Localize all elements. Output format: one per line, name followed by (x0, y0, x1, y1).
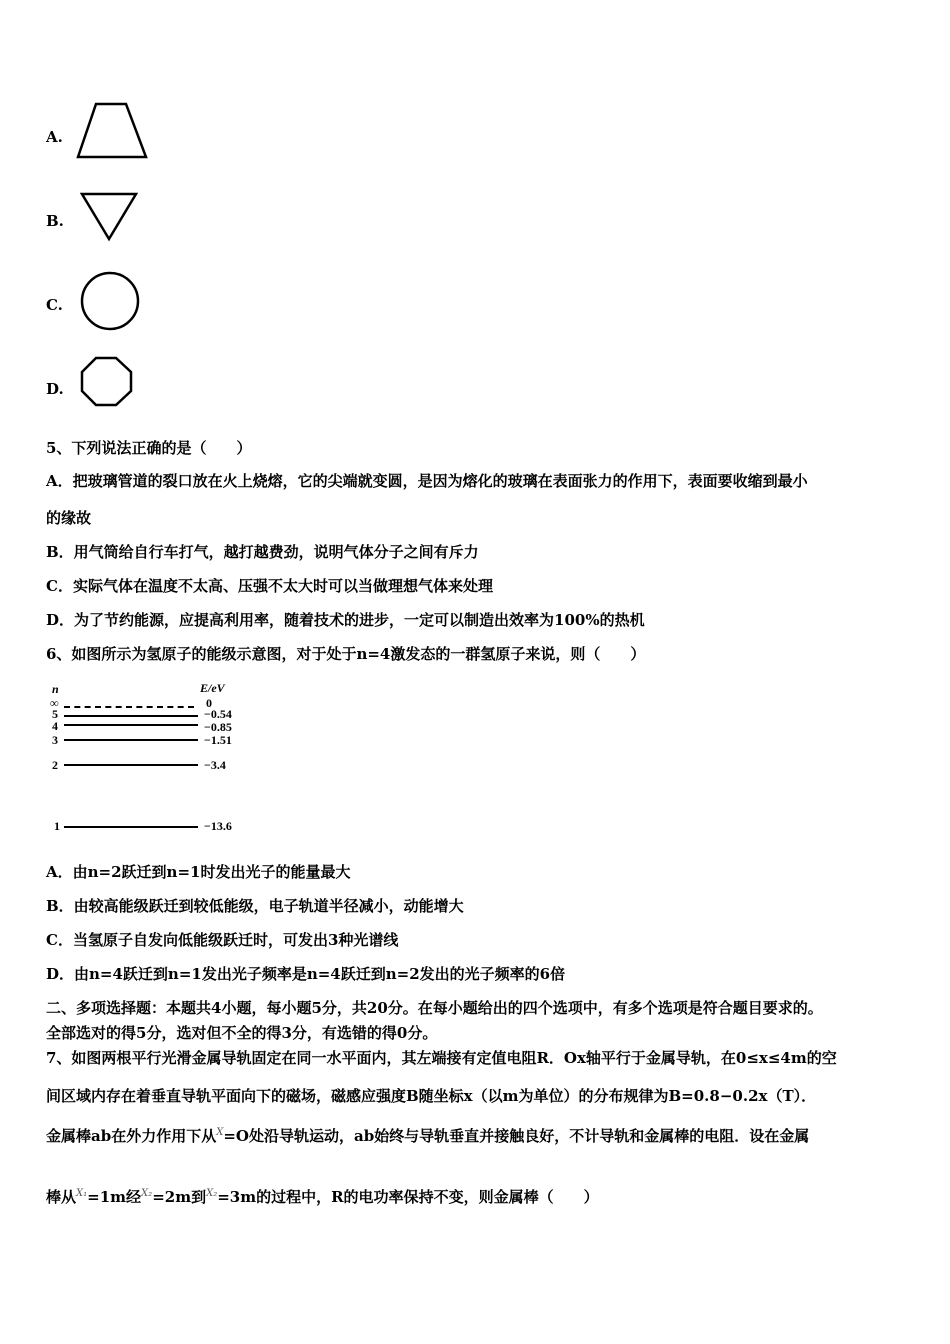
trapezoid-icon (76, 102, 148, 160)
level-line (64, 739, 198, 741)
level-line (64, 764, 198, 766)
level-energy: −3.4 (204, 758, 226, 772)
q5-option-a-cont: 的缘故 (46, 509, 92, 527)
inverted-triangle-icon (80, 192, 140, 244)
level-line (64, 724, 198, 726)
q7-line2: 间区域内存在着垂直导轨平面向下的磁场，磁感应强度B随坐标x（以m为单位）的分布规律为B=0.8−0.2x（T）． (46, 1087, 817, 1105)
text: =2m到 (152, 1188, 207, 1206)
q5-option-d: D．为了节约能源，应提高利用率，随着技术的进步，一定可以制造出效率为100%的热机 (46, 611, 645, 629)
level-line (64, 715, 198, 717)
level-n: 2 (52, 758, 58, 772)
q5-option-c: C．实际气体在温度不太高、压强不太大时可以当做理想气体来处理 (46, 577, 493, 595)
q5-option-a: A．把玻璃管道的裂口放在火上烧熔，它的尖端就变圆，是因为熔化的玻璃在表面张力的作用下，表面要收缩到最小 (46, 472, 808, 490)
level-energy: −13.6 (204, 819, 232, 833)
q6-option-d: D．由n=4跃迁到n=1发出光子频率是n=4跃迁到n=2发出的光子频率的6倍 (46, 965, 566, 983)
level-line (64, 706, 194, 708)
q6-stem: 6、如图所示为氢原子的能级示意图，对于处于n=4激发态的一群氢原子来说，则（ ） (46, 645, 646, 663)
q7-line1: 7、如图两根平行光滑金属导轨固定在同一水平面内，其左端接有定值电阻R．Ox轴平行于金属导轨，在0≤x≤4m的空 (46, 1049, 837, 1067)
level-line (64, 826, 198, 828)
level-n: ∞ (50, 696, 59, 710)
text: =1m经 (87, 1188, 142, 1206)
q7-line3 (46, 1123, 809, 1146)
text: 棒从 (46, 1188, 77, 1206)
q5-option-b: B．用气筒给自行车打气，越打越费劲，说明气体分子之间有斥力 (46, 543, 479, 561)
level-n: 5 (52, 707, 58, 721)
octagon-icon (80, 356, 134, 408)
text: 金属棒ab在外力作用下从 (46, 1127, 217, 1145)
var-x3: X₂ (206, 1188, 218, 1199)
q6-option-a: A．由n=2跃迁到n=1时发出光子的能量最大 (46, 863, 351, 881)
var-x2: X₂ (141, 1188, 153, 1199)
level-energy: −1.51 (204, 733, 232, 747)
energy-axis-label: E/eV (200, 681, 225, 695)
option-d-label: D. (46, 380, 64, 398)
var-x: X (216, 1127, 224, 1138)
n-axis-label: n (52, 682, 59, 696)
level-n: 4 (52, 719, 58, 733)
level-energy: −0.54 (204, 707, 232, 721)
q5-stem: 5、下列说法正确的是（ ） (46, 439, 252, 457)
text: =O处沿导轨运动，ab始终与导轨垂直并接触良好，不计导轨和金属棒的电阻．设在金属 (223, 1127, 810, 1145)
text: =3m的过程中，R的电功率保持不变，则金属棒（ ） (217, 1188, 599, 1206)
q6-option-c: C．当氢原子自发向低能级跃迁时，可发出3种光谱线 (46, 931, 399, 949)
q7-line4 (46, 1184, 599, 1207)
option-a-label: A. (46, 128, 63, 146)
section2-instructions: 全部选对的得5分，选对但不全的得3分，有选错的得0分。 (46, 1024, 438, 1042)
option-b-label: B. (46, 212, 64, 230)
level-energy: 0 (206, 696, 212, 710)
section2-heading: 二、多项选择题：本题共4小题，每小题5分，共20分。在每小题给出的四个选项中，有多个选项是符合题目要求的。 (46, 999, 823, 1017)
var-x1: X₁ (76, 1188, 88, 1199)
q6-option-b: B．由较高能级跃迁到较低能级，电子轨道半径减小，动能增大 (46, 897, 464, 915)
level-energy: −0.85 (204, 720, 232, 734)
option-c-label: C. (46, 296, 63, 314)
circle-icon (80, 271, 142, 333)
level-n: 3 (52, 733, 58, 747)
level-n: 1 (54, 819, 60, 833)
